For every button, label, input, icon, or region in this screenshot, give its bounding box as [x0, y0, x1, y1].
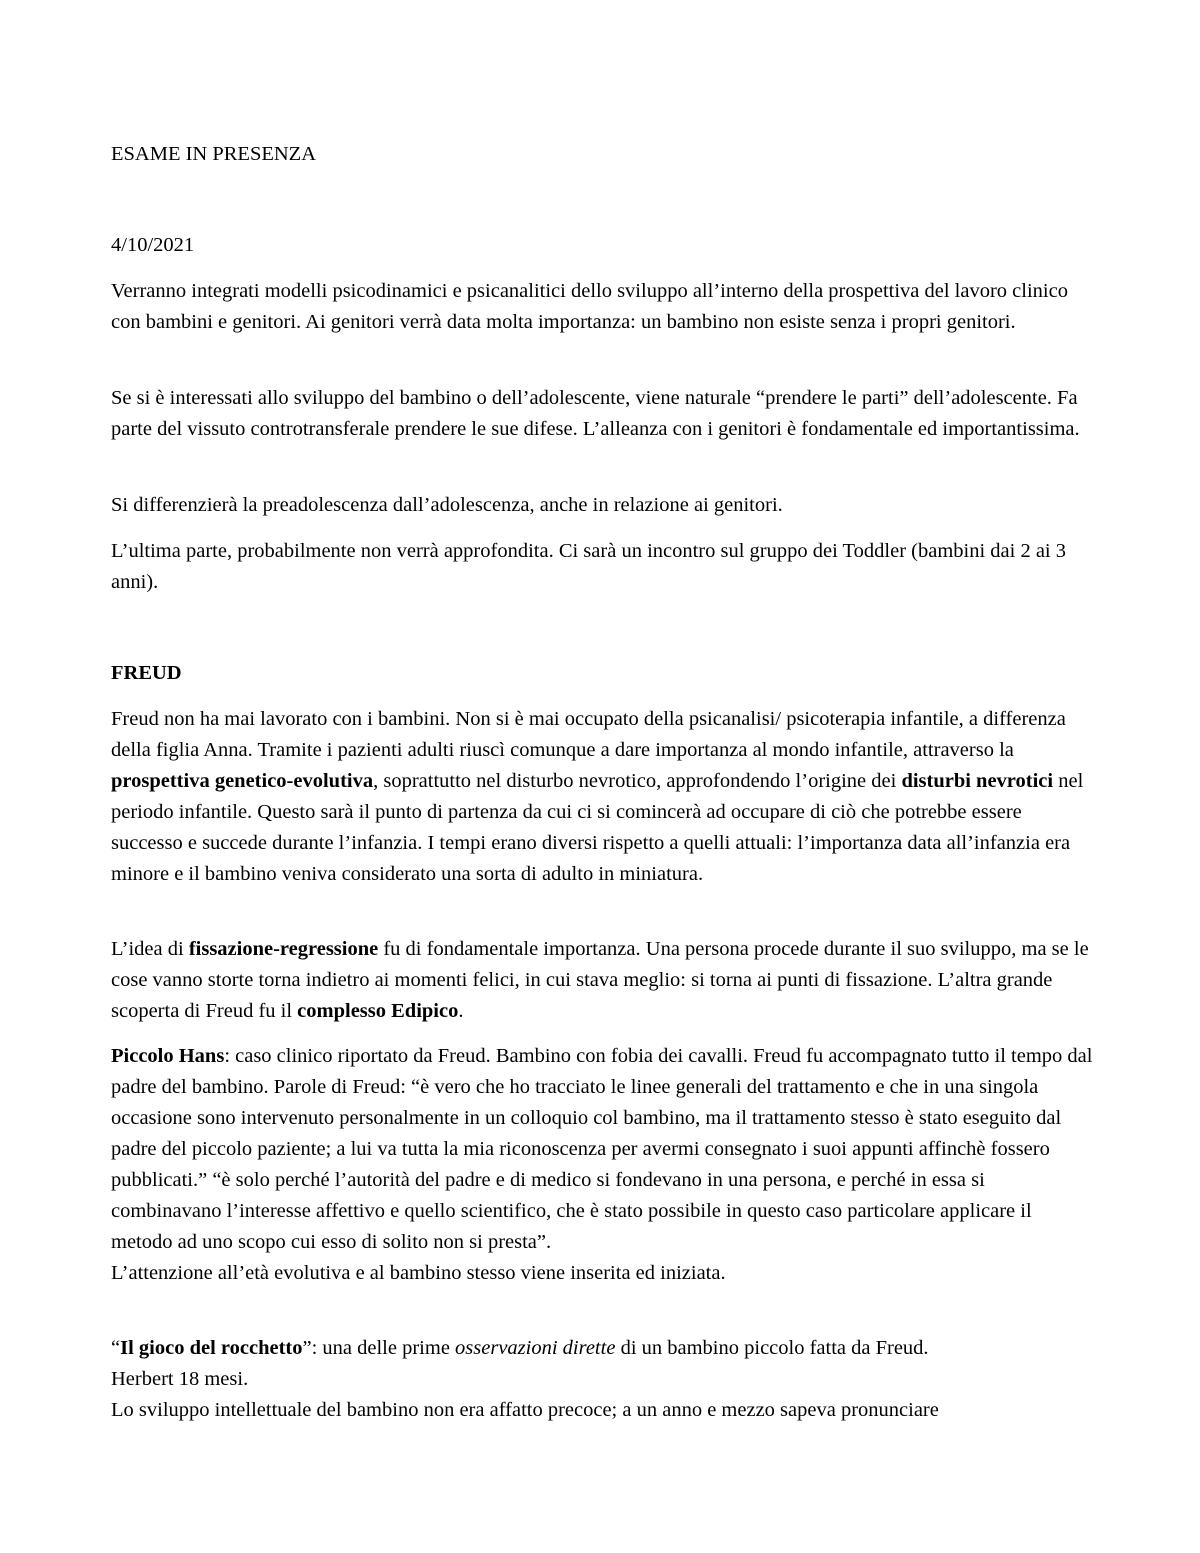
- bold-term: fissazione-regressione: [188, 938, 379, 960]
- text-run: fu di fondamentale importanza. Una persona procede durante il suo sviluppo, ma se le cose vanno storte torna indietro ai momenti felici, in cui stava meglio: si torna ai punti di fissazione. L’altra grande scoperta di Freud fu il: [111, 938, 1089, 1022]
- paragraph-text: L’ultima parte, probabilmente non verrà approfondita. Ci sarà un incontro sul gruppo dei Toddler (bambini dai 2 ai 3 anni).: [111, 540, 1066, 593]
- document-title: [111, 139, 1096, 170]
- text-run: di un bambino piccolo fatta da Freud.: [615, 1337, 929, 1359]
- paragraph-line: Lo sviluppo intellettuale del bambino non era affatto precoce; a un anno e mezzo sapeva pronunciare: [111, 1399, 939, 1421]
- text-run: .: [458, 1000, 464, 1022]
- section-heading: [111, 658, 1096, 689]
- bold-term: Il gioco del rocchetto: [120, 1337, 303, 1359]
- text-run: , soprattutto nel disturbo nevrotico, approfondendo l’origine dei: [373, 770, 902, 792]
- paragraph-text: Se si è interessati allo sviluppo del bambino o dell’adolescente, viene naturale “prendere le parti” dell’adolescente. Fa parte del vissuto controtransferale prendere le sue difese. L’alleanza con i genitori è fondamentale ed importantissima.: [111, 387, 1080, 440]
- intro-paragraph-1: [111, 276, 1096, 338]
- paragraph-text: [111, 1041, 1096, 1258]
- freud-paragraph-4: [111, 1333, 1096, 1426]
- bold-term: prospettiva genetico-evolutiva: [111, 770, 374, 792]
- bold-term: complesso Edipico: [297, 1000, 459, 1022]
- freud-paragraph-2: [111, 934, 1096, 1027]
- paragraph-text: Verranno integrati modelli psicodinamici e psicanalitici dello sviluppo all’interno della prospettiva del lavoro clinico con bambini e genitori. Ai genitori verrà data molta importanza: un bambino non esiste senza i propri genitori.: [111, 280, 1068, 333]
- paragraph-text: Si differenzierà la preadolescenza dall’adolescenza, anche in relazione ai genitori.: [111, 494, 783, 516]
- quote-mark: ”: [302, 1337, 312, 1359]
- text-run: L’idea di: [111, 938, 189, 960]
- freud-paragraph-1: [111, 704, 1096, 890]
- text-run: Freud non ha mai lavorato con i bambini. Non si è mai occupato della psicanalisi/ psicoterapia infantile, a differenza della figlia Anna. Tramite i pazienti adulti riuscì comunque a dare importanza al mondo infantile, attraverso la: [111, 708, 1066, 761]
- title-text: ESAME IN PRESENZA: [111, 143, 317, 165]
- paragraph-text: [111, 1333, 1096, 1364]
- section-heading-text: FREUD: [111, 662, 182, 684]
- paragraph-line: Herbert 18 mesi.: [111, 1368, 249, 1390]
- italic-term: osservazioni dirette: [455, 1337, 616, 1359]
- paragraph-text: [111, 934, 1096, 1027]
- text-run: : caso clinico riportato da Freud. Bambino con fobia dei cavalli. Freud fu accompagnato tutto il tempo dal padre del bambino. Parole di Freud: “è vero che ho tracciato le linee generali del trattamento e che in una singola occasione sono intervenuto personalmente in un colloquio col bambino, ma il trattamento stesso è stato eseguito dal padre del piccolo paziente; a lui va tutta la mia riconoscenza per avermi consegnato i suoi appunti affinchè fossero pubblicati.” “è solo perché l’autorità del padre e di medico si fondevano in una persona, e perché in essa si combinavano l’interesse affettivo e quello scientifico, che è stato possibile in questo caso particolare applicare il metodo ad uno scopo cui esso di solito non si presta”.: [111, 1045, 1093, 1253]
- quote-mark: “: [111, 1337, 121, 1359]
- bold-term: Piccolo Hans: [111, 1045, 225, 1067]
- date-text: 4/10/2021: [111, 234, 195, 256]
- text-run: nel periodo infantile. Questo sarà il punto di partenza da cui ci si comincerà ad occupare di ciò che potrebbe essere successo e succede durante l’infanzia. I tempi erano diversi rispetto a quelli attuali: l’importanza data all’infanzia era minore e il bambino veniva considerato una sorta di adulto in miniatura.: [111, 770, 1084, 885]
- bold-term: disturbi nevrotici: [901, 770, 1054, 792]
- freud-paragraph-3: [111, 1041, 1096, 1289]
- intro-paragraph-2: [111, 383, 1096, 445]
- intro-paragraph-4: [111, 536, 1096, 598]
- intro-paragraph-3: [111, 490, 1096, 521]
- document-date: [111, 230, 1096, 261]
- paragraph-line: L’attenzione all’età evolutiva e al bambino stesso viene inserita ed iniziata.: [111, 1262, 726, 1284]
- text-run: : una delle prime: [311, 1337, 456, 1359]
- paragraph-text: [111, 704, 1096, 890]
